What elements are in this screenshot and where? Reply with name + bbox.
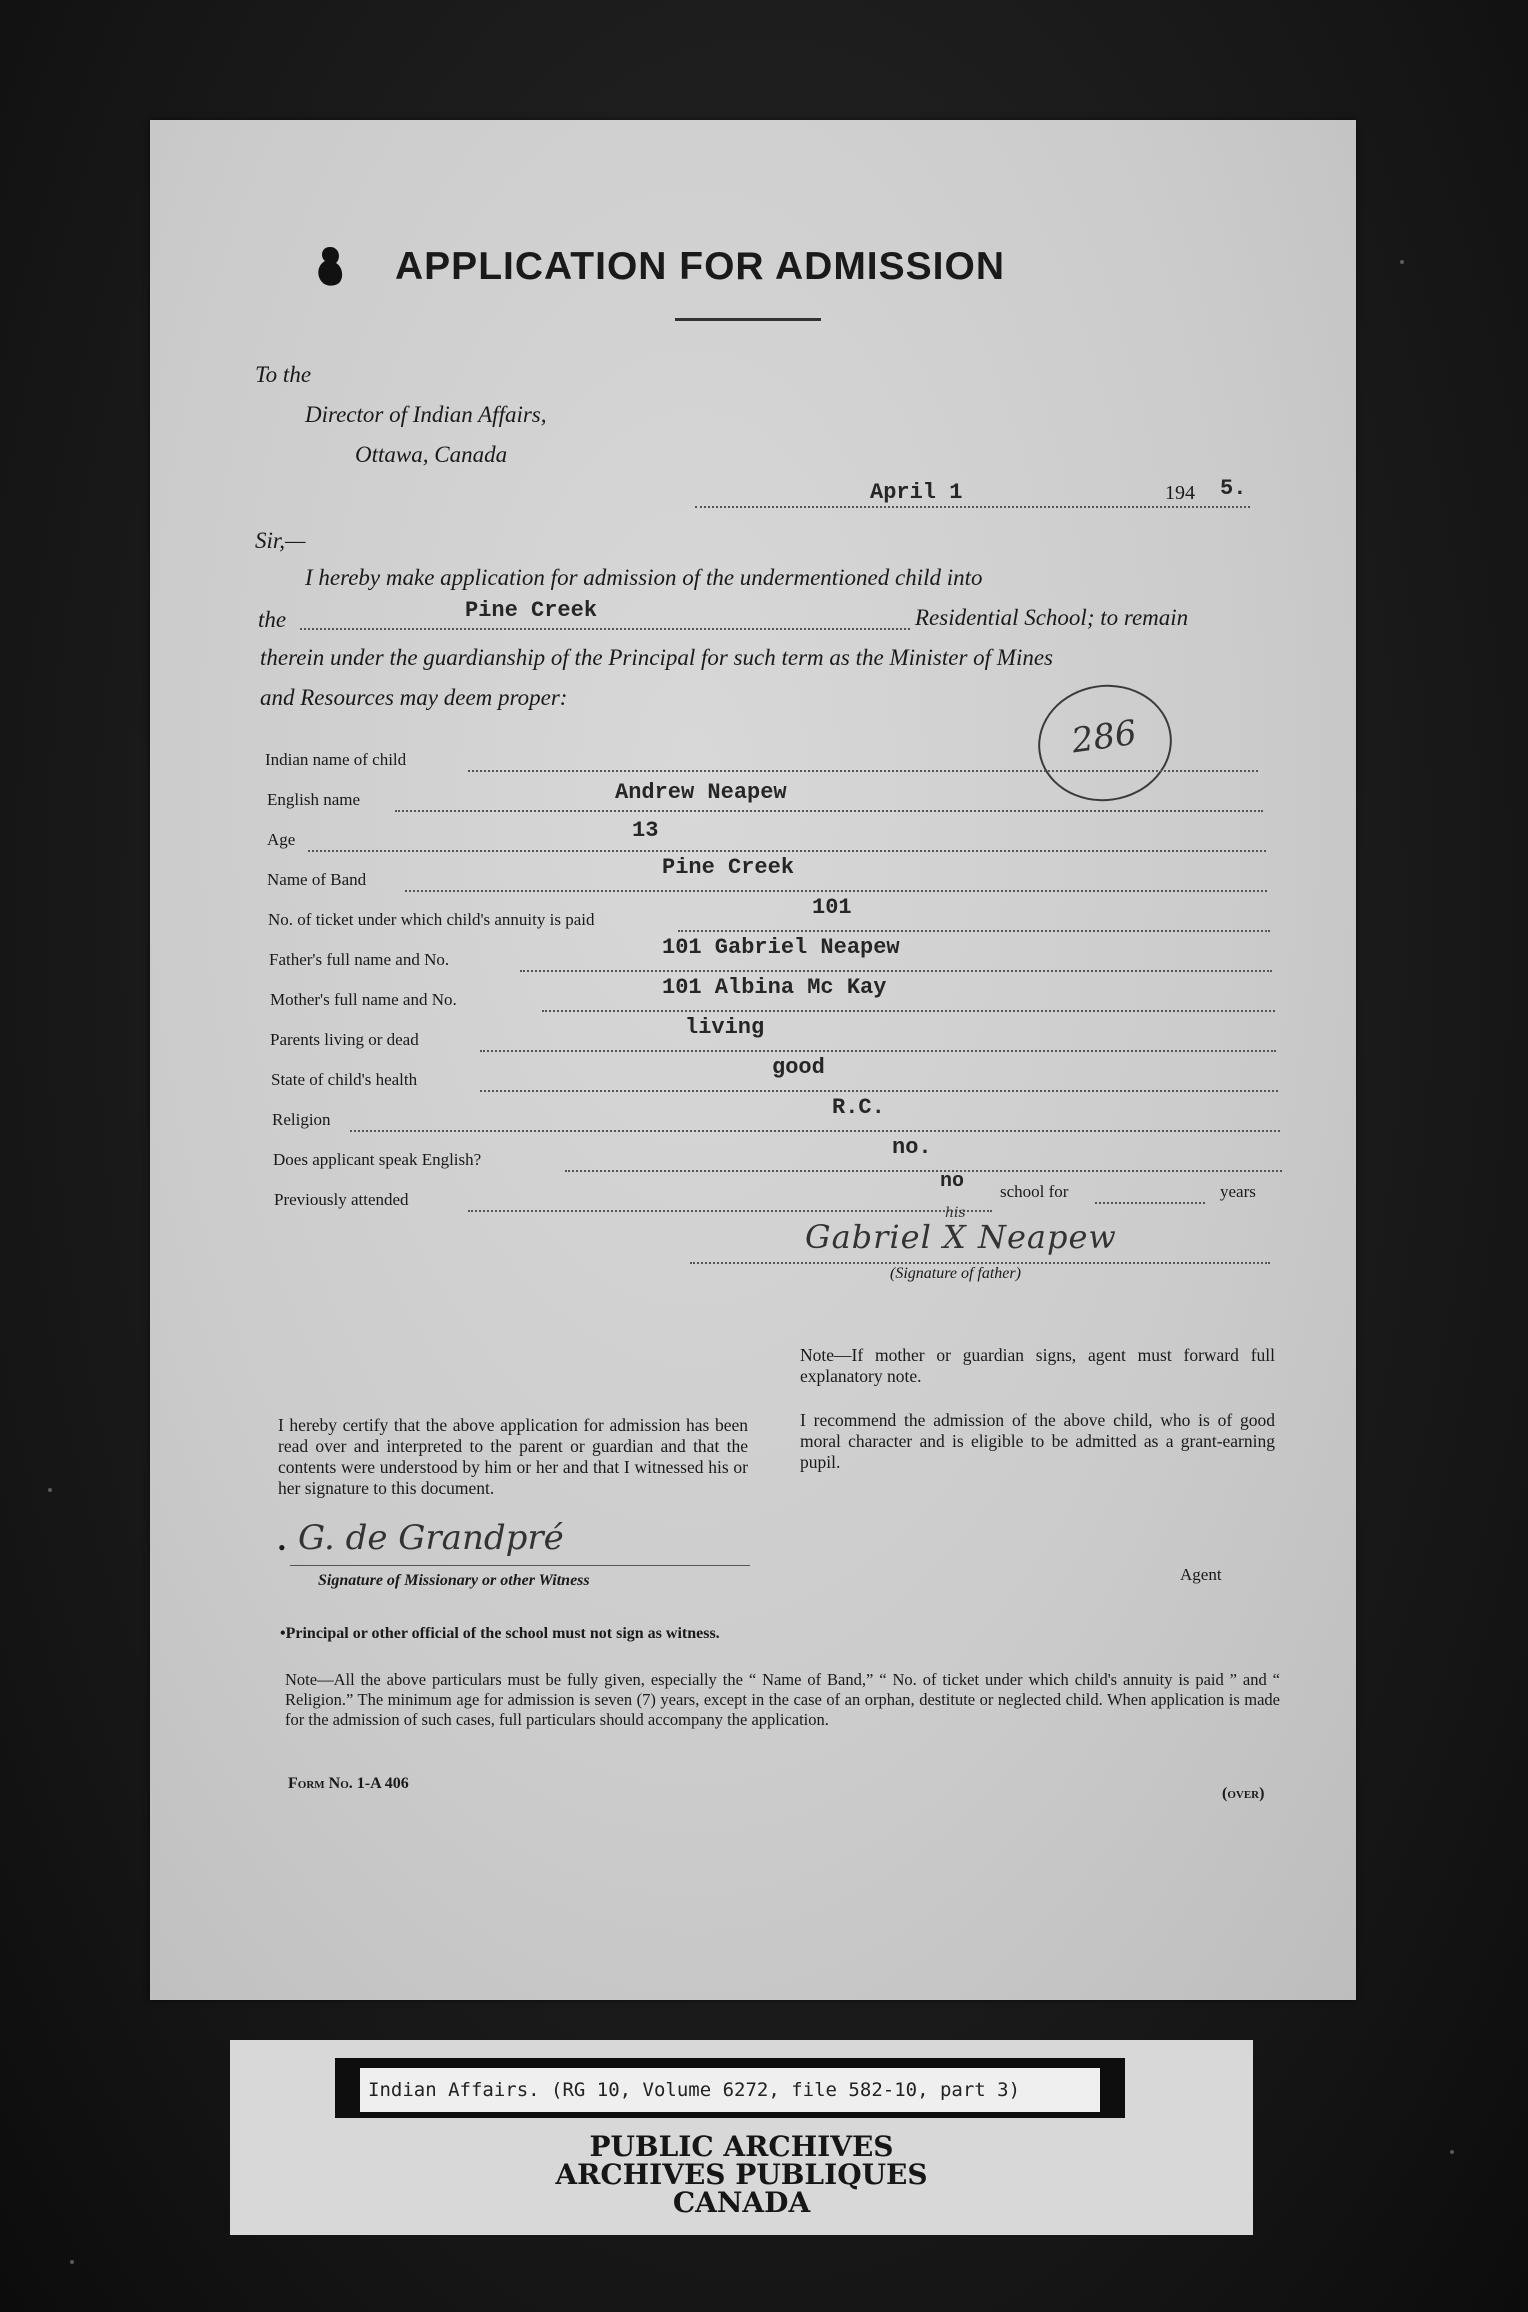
field-value-english-name: Andrew Neapew xyxy=(615,780,787,805)
body-line-4: and Resources may deem proper: xyxy=(260,685,568,710)
principal-note: •Principal or other official of the school must not sign as witness. xyxy=(280,1625,720,1642)
field-value-english: no. xyxy=(892,1135,932,1160)
application-form-page xyxy=(150,120,1356,2000)
field-value-health: good xyxy=(772,1055,825,1080)
body-line-2-start: the xyxy=(258,607,287,632)
particulars-note: Note—All the above particulars must be fully given, especially the “ Name of Band,” “ No. of ticket under which child's annuity is paid ” and “ Religion.” The minimum age for admission is seven (7) years, except in the case of an orphan, destitute or neglected child. When application is made for the admission of such cases, full particulars should accompany the application. xyxy=(285,1670,1280,1729)
field-label: Does applicant speak English? xyxy=(273,1150,482,1169)
field-line xyxy=(520,970,1272,972)
recommendation-text: I recommend the admission of the above child, who is of good moral character and is eligible to be admitted as a grant-earning pupil. xyxy=(800,1410,1275,1472)
archive-line-2: ARCHIVES PUBLIQUES xyxy=(555,2158,928,2191)
field-value-ticket: 101 xyxy=(812,895,852,920)
file-number-stamp xyxy=(1031,676,1180,810)
date-line xyxy=(695,506,1250,508)
signature-line xyxy=(690,1262,1270,1264)
field-label: Indian name of child xyxy=(265,750,407,769)
field-line xyxy=(468,770,1258,772)
field-label: English name xyxy=(267,790,361,809)
field-line xyxy=(468,1210,992,1212)
salutation: Sir,— xyxy=(255,528,306,553)
over-label: (over) xyxy=(1222,1785,1265,1802)
witness-asterisk: • xyxy=(278,1535,286,1560)
field-label: Previously attended xyxy=(274,1190,409,1209)
school-for-label: school for xyxy=(1000,1182,1069,1201)
dust-speck xyxy=(1450,2150,1454,2154)
witness-signature-handwriting: G. de Grandpré xyxy=(298,1518,564,1558)
field-value-parents: living xyxy=(685,1015,765,1040)
field-line xyxy=(350,1130,1280,1132)
field-value-mother: 101 Albina Mc Kay xyxy=(662,975,887,1000)
addressee-line-1: To the xyxy=(255,362,312,387)
field-line xyxy=(308,850,1266,852)
field-label: No. of ticket under which child's annuity is paid xyxy=(268,910,595,929)
body-line-1: I hereby make application for admission of the undermentioned child into xyxy=(305,565,983,590)
field-line xyxy=(480,1050,1276,1052)
field-label: Age xyxy=(267,830,296,849)
field-label: Name of Band xyxy=(267,870,367,889)
archive-line-3: CANADA xyxy=(672,2186,811,2219)
addressee-line-3: Ottawa, Canada xyxy=(355,442,508,467)
body-line-2-end: Residential School; to remain xyxy=(915,605,1189,630)
field-line xyxy=(405,890,1267,892)
field-value-age: 13 xyxy=(632,818,659,843)
school-name: Pine Creek xyxy=(465,598,598,623)
archive-line-1: PUBLIC ARCHIVES xyxy=(589,2130,894,2163)
title-underline xyxy=(675,318,821,321)
field-label: Religion xyxy=(272,1110,331,1129)
date-year-prefix: 194 xyxy=(1165,482,1195,504)
field-value-previously: no xyxy=(940,1170,965,1193)
father-signature-caption: (Signature of father) xyxy=(890,1265,1021,1282)
agent-label: Agent xyxy=(1180,1565,1222,1584)
witness-caption: Signature of Missionary or other Witness xyxy=(318,1572,590,1589)
field-line xyxy=(480,1090,1278,1092)
field-value-religion: R.C. xyxy=(832,1095,885,1120)
addressee-line-2: Director of Indian Affairs, xyxy=(305,402,547,427)
years-line xyxy=(1095,1202,1205,1204)
years-label: years xyxy=(1220,1182,1256,1201)
date-year-digit: 5. xyxy=(1220,476,1247,501)
witness-line xyxy=(290,1565,750,1566)
field-label: State of child's health xyxy=(271,1070,418,1089)
archive-reference: Indian Affairs. (RG 10, Volume 6272, file 582-10, part 3) xyxy=(360,2068,1100,2112)
his-mark-label: his xyxy=(945,1205,966,1221)
body-line-3: therein under the guardianship of the Principal for such term as the Minister of Mines xyxy=(260,645,1053,670)
dust-speck xyxy=(70,2260,74,2264)
field-line xyxy=(565,1170,1282,1172)
field-value-father: 101 Gabriel Neapew xyxy=(662,935,900,960)
field-value-band: Pine Creek xyxy=(662,855,795,880)
form-title: APPLICATION FOR ADMISSION xyxy=(395,245,1005,288)
field-label: Parents living or dead xyxy=(270,1030,419,1049)
printer-mark-icon xyxy=(315,245,345,289)
father-signature-handwriting: Gabriel X Neapew xyxy=(805,1218,1117,1256)
date-month-day: April 1 xyxy=(870,480,963,505)
dust-speck xyxy=(48,1488,52,1492)
archive-label-card xyxy=(230,2040,1253,2235)
field-line xyxy=(678,930,1270,932)
form-number: Form No. 1-A 406 xyxy=(288,1775,409,1792)
guardian-note: Note—If mother or guardian signs, agent must forward full explanatory note. xyxy=(800,1345,1275,1386)
dust-speck xyxy=(1400,260,1404,264)
certification-text: I hereby certify that the above application for admission has been read over and interpreted to the parent or guardian and that the contents were understood by him or her and that I witnessed his or her signature to this document. xyxy=(278,1415,748,1498)
field-label: Mother's full name and No. xyxy=(270,990,457,1009)
school-name-line xyxy=(300,628,910,630)
field-line xyxy=(542,1010,1275,1012)
stamp-number: 286 xyxy=(1069,712,1140,762)
field-line xyxy=(395,810,1263,812)
field-label: Father's full name and No. xyxy=(269,950,450,969)
